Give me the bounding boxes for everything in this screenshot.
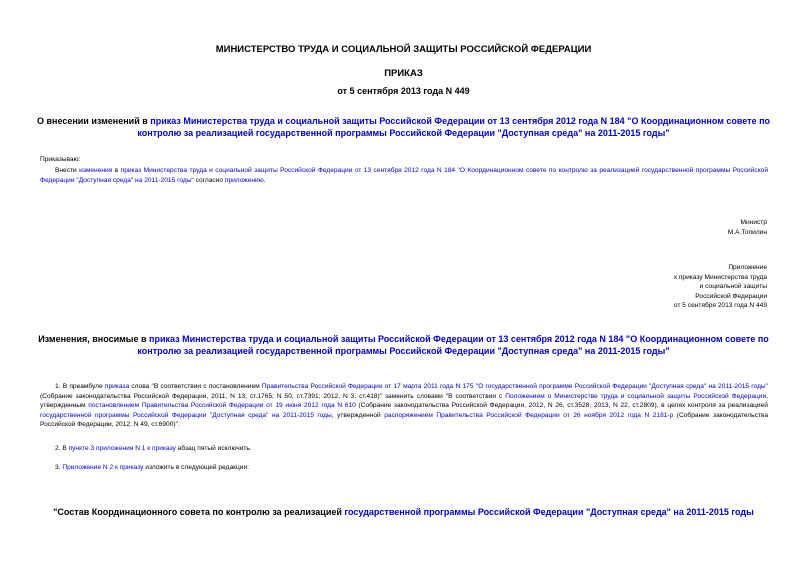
composition-title [30, 506, 777, 518]
order-link[interactable]: приказа [104, 383, 130, 390]
item-text: 2. В [55, 445, 69, 452]
decree-2181-link[interactable]: распоряжением Правительства Российской Федерации от 26 ноября 2012 года N 2181-р [384, 411, 674, 419]
document-title-prefix: О внесении изменений в [36, 116, 151, 126]
order-text: в [112, 167, 121, 174]
appendix-line: от 5 сентября 2013 года N 449 [673, 302, 767, 309]
appendix-1-clause-3-link[interactable]: пункте 3 приложения N 1 к приказу [68, 445, 176, 452]
ministry-heading: МИНИСТЕРСТВО ТРУДА И СОЦИАЛЬНОЙ ЗАЩИТЫ РОССИЙСКОЙ ФЕДЕРАЦИИ [215, 44, 592, 55]
order-184-link[interactable]: приказ Министерства труда и социальной защиты Российской Федерации от 13 сентября 2012 года N 184 "О Координационном совете по контролю за реализацией государственной программы Российской Федерации "Доступная среда" на 2011-2015 годы" [137, 116, 771, 138]
appendix-link[interactable]: приложению [224, 176, 264, 184]
order-text: согласно [193, 176, 225, 184]
document-title [30, 115, 777, 139]
appendix-line: и социальной защиты [699, 283, 767, 290]
order-184-link[interactable]: приказ Министерства труда и социальной защиты Российской Федерации от 13 сентября 2012 года N 184 "О Координационном совете по контролю за реализацией государственной программы Российской Федерации "Доступная среда" на 2011-2015 годы" [137, 334, 769, 356]
change-item-1 [40, 382, 768, 430]
order-184-link[interactable]: приказ Министерства труда и социальной защиты Российской Федерации от 13 сентября 2012 года N 184 "О Координационном совете по контролю за реализацией государственной программы Российской Федерации "Доступная среда" на 2011-2015 годы" [40, 167, 768, 184]
item-text: (Собрание законодательства Российской Федерации, 2012, N 26, ст.3528; 2013, N 22, ст.2809), в целях контроля за реализацией [355, 402, 768, 409]
changes-title [30, 333, 777, 357]
ministry-regulation-link[interactable]: Положением о Министерстве труда и социальной защиты Российской Федерации [505, 392, 767, 400]
state-program-link[interactable]: государственной программы Российской Федерации "Доступная среда" на 2011-2015 годы [344, 507, 754, 517]
change-item-2 [55, 444, 252, 454]
change-item-3 [55, 463, 249, 473]
item-text: 1. В преамбуле [55, 383, 105, 390]
composition-title-prefix: "Состав Координационного совета по контролю за реализацией [53, 507, 345, 517]
item-text: абзац пятый исключить. [175, 445, 252, 452]
changes-link[interactable]: изменения [79, 167, 113, 174]
item-text: (Собрание законодательства Российской Федерации, 2011, N 13, ст.1765; N 50, ст.7391; 2012, N 3, ст.418)" заменить словами "В соответствии с [40, 392, 506, 400]
item-text: , утвержденным [40, 392, 768, 409]
resolution-175-link[interactable]: Правительства Российской Федерации от 17 марта 2011 года N 175 "О государственной программе Российской Федерации "Доступная среда" на 2011-2015 годы" [261, 383, 769, 390]
signature-name: М.А.Топилин [727, 229, 767, 236]
order-label: Приказываю: [40, 156, 81, 163]
changes-title-prefix: Изменения, вносимые в [38, 334, 150, 344]
item-text: , утвержденной [331, 411, 385, 419]
appendix-line: к приказу Министерства труда [674, 273, 767, 281]
item-text: (Собрание законодательства Российской Федерации, 2012, N 49, ст.6900)". [40, 411, 768, 428]
signature-position: Министр [740, 219, 767, 226]
appendix-line: Российской Федерации [695, 292, 767, 300]
item-text: изложить в следующей редакции: [143, 464, 250, 471]
document-date-number: от 5 сентября 2013 года N 449 [337, 86, 470, 96]
item-text: 3. [55, 464, 63, 471]
order-paragraph [40, 166, 768, 185]
order-text: . [263, 176, 266, 184]
state-program-link[interactable]: государственной программы Российской Федерации "Доступная среда" на 2011-2015 годы [40, 411, 332, 419]
resolution-610-link[interactable]: постановлением Правительства Российской Федерации от 19 июня 2012 года N 610 [88, 402, 356, 409]
appendix-line: Приложение [728, 264, 767, 271]
item-text: слова "В соответствии с постановлением [129, 383, 262, 390]
order-text: Внести [55, 167, 80, 174]
document-type: ПРИКАЗ [384, 68, 423, 79]
appendix-2-link[interactable]: Приложение N 2 к приказу [62, 464, 144, 471]
appendix-block [647, 263, 767, 311]
